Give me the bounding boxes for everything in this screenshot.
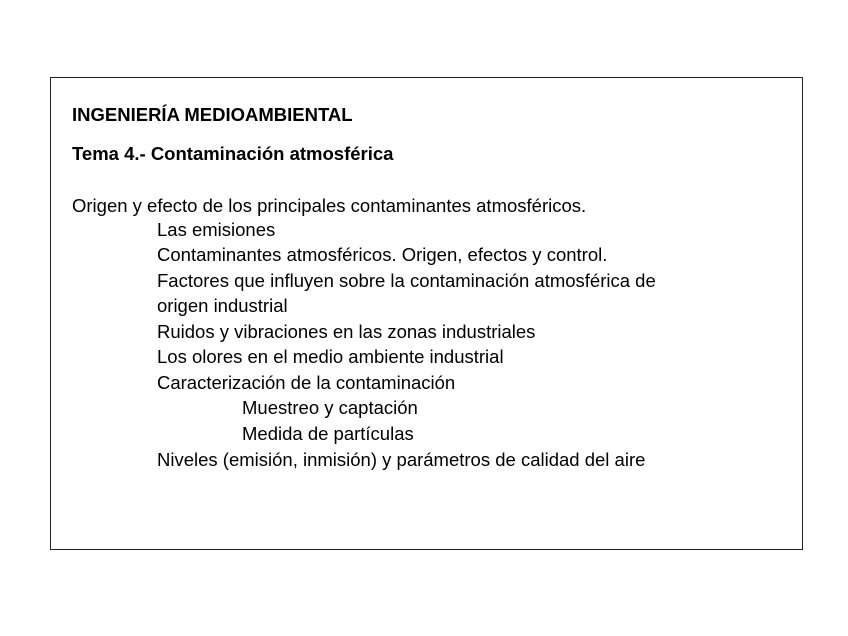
- list-item: Caracterización de la contaminación: [157, 372, 456, 393]
- list-item-continuation: origen industrial: [157, 295, 288, 316]
- list-item: Contaminantes atmosféricos. Origen, efectos y control.: [157, 244, 608, 265]
- intro-line: Origen y efecto de los principales contaminantes atmosféricos.: [72, 195, 587, 216]
- list-item: Los olores en el medio ambiente industrial: [157, 346, 504, 367]
- list-item: Ruidos y vibraciones en las zonas industriales: [157, 321, 536, 342]
- course-title: INGENIERÍA MEDIOAMBIENTAL: [72, 104, 353, 125]
- list-item: Las emisiones: [157, 219, 276, 240]
- sub-list-item: Muestreo y captación: [242, 397, 418, 418]
- topic-title: Tema 4.- Contaminación atmosférica: [72, 143, 394, 164]
- list-item: Factores que influyen sobre la contaminación atmosférica de: [157, 270, 656, 291]
- sub-list-item: Medida de partículas: [242, 423, 414, 444]
- list-item: Niveles (emisión, inmisión) y parámetros de calidad del aire: [157, 449, 646, 470]
